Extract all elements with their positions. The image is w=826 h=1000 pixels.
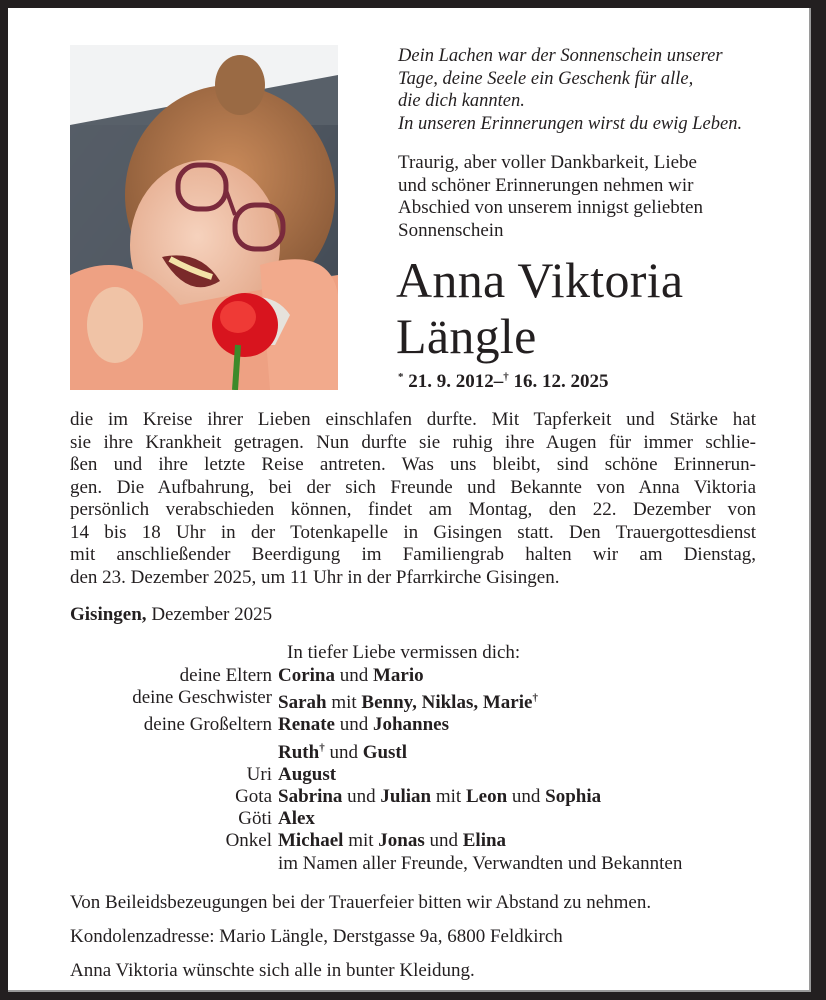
mourner-name: Mario — [373, 665, 424, 686]
mourner-row — [70, 786, 682, 808]
mourner-name: Corina — [278, 665, 335, 686]
mourner-names — [278, 665, 424, 687]
mourner-name: Michael — [278, 830, 344, 852]
connector-text: mit — [326, 692, 362, 714]
mourner-row — [70, 764, 682, 786]
mourner-relation: Göti — [238, 808, 272, 830]
mourner-names — [278, 786, 601, 808]
first-names: Anna Viktoria — [396, 252, 684, 308]
mourner-name: Ruth — [278, 741, 320, 763]
connector-text: und — [335, 665, 373, 686]
quote-line: die dich kannten. — [398, 91, 525, 111]
connector-text: und — [424, 830, 463, 852]
mourner-row — [70, 714, 682, 736]
mourner-relation — [70, 853, 278, 875]
death-date: 16. 12. 2025 — [513, 371, 609, 392]
intro-line: Abschied von unserem innigst geliebten — [398, 197, 703, 218]
place-date — [70, 604, 272, 626]
quote-line: Dein Lachen war der Sonnenschein unserer — [398, 46, 723, 66]
mourner-names — [278, 687, 538, 714]
closing-line: Kondolenzadresse: Mario Längle, Derstgasse 9a, 6800 Feldkirch — [70, 926, 563, 947]
body-line: persönlich verabschieden können, findet am Montag, den 22. Dezember von — [70, 499, 756, 520]
mourner-names — [278, 764, 336, 786]
connector-text: mit — [431, 786, 466, 808]
mourner-name: August — [278, 763, 337, 785]
body-line: den 23. Dezember 2025, um 11 Uhr in der Pfarrkirche Gisingen. — [70, 566, 560, 588]
intro-text — [398, 152, 798, 242]
connector-text: mit — [343, 830, 379, 852]
body-line: ßen und ihre letzte Reise antreten. Was uns bleibt, sind schöne Erinnerun- — [70, 454, 756, 475]
mourner-name: Jonas — [378, 830, 425, 852]
deceased-mark: † — [319, 741, 325, 754]
mourner-row — [70, 737, 682, 764]
mourner-names — [278, 714, 449, 736]
body-line: mit anschließender Beerdigung im Familiengrab halten wir am Dienstag, — [70, 544, 756, 565]
quote-line: Tage, deine Seele ein Geschenk für alle, — [398, 68, 694, 89]
mourner-row — [70, 830, 682, 852]
memorial-quote — [398, 45, 798, 135]
mourner-name: Renate — [278, 714, 335, 736]
obituary-body — [70, 409, 756, 589]
mourner-names — [278, 853, 682, 875]
body-line: gen. Die Aufbahrung, bei der sich Freunde und Bekannte von Anna Viktoria — [70, 476, 756, 498]
date-separator: – — [493, 371, 504, 392]
mourner-row — [70, 665, 682, 687]
connector-text: und — [334, 714, 373, 736]
mourners-heading: In tiefer Liebe vermissen dich: — [287, 642, 521, 663]
mourner-names — [278, 808, 315, 830]
connector-text: und — [324, 741, 363, 763]
mourner-name: Elina — [462, 830, 507, 852]
mourner-row — [70, 687, 682, 714]
mourner-row — [70, 853, 682, 875]
birth-date: 21. 9. 2012 — [408, 371, 494, 392]
closing-line: Anna Viktoria wünschte sich alle in bunter Kleidung. — [70, 960, 475, 981]
mourner-name: Sabrina — [278, 786, 343, 808]
life-dates — [398, 371, 609, 393]
mourner-relation: Gota — [235, 786, 272, 808]
mourner-name: Julian — [380, 786, 432, 808]
mourner-relation: deine Eltern — [179, 665, 272, 686]
mourner-name: Gustl — [362, 741, 408, 763]
deceased-mark: † — [532, 692, 538, 705]
portrait-photo — [70, 45, 338, 390]
mourners-list — [70, 665, 682, 875]
connector-text: im Namen aller Freunde, Verwandten und Bekannten — [278, 852, 683, 874]
death-symbol: † — [503, 371, 509, 383]
mourner-relation: Onkel — [225, 830, 272, 852]
mourner-row — [70, 808, 682, 830]
intro-line: Sonnenschein — [398, 219, 504, 241]
quote-line: In unseren Erinnerungen wirst du ewig Leben. — [398, 113, 743, 134]
mourner-name: Sarah — [278, 692, 327, 714]
mourner-name: Sophia — [545, 786, 602, 808]
mourner-relation: Uri — [246, 763, 272, 785]
closing-notes — [70, 886, 651, 988]
place-date-text: Dezember 2025 — [146, 604, 273, 625]
mourner-relation: deine Geschwister — [132, 687, 272, 709]
mourner-names — [278, 830, 506, 852]
closing-line: Von Beileidsbezeugungen bei der Trauerfeier bitten wir Abstand zu nehmen. — [70, 892, 652, 913]
mourner-name: Benny, Niklas, Marie — [361, 692, 533, 714]
body-line: die im Kreise ihrer Lieben einschlafen durfte. Mit Tapferkeit und Stärke hat — [70, 409, 756, 430]
mourner-names — [278, 737, 407, 764]
mourner-relation — [70, 737, 278, 764]
mourner-name: Johannes — [372, 714, 450, 736]
connector-text: und — [342, 786, 381, 808]
body-line: 14 bis 18 Uhr in der Totenkapelle in Gisingen statt. Den Trauergottesdienst — [70, 521, 756, 543]
deceased-name — [396, 252, 683, 364]
body-line: sie ihre Krankheit getragen. Nun durfte sie ruhig ihre Augen für immer schlie- — [70, 431, 756, 453]
birth-symbol: * — [398, 371, 404, 383]
connector-text: und — [507, 786, 546, 808]
mourner-relation: deine Großeltern — [143, 714, 272, 736]
portrait-image — [70, 45, 338, 390]
mourner-name: Alex — [278, 808, 315, 830]
intro-line: und schöner Erinnerungen nehmen wir — [398, 174, 694, 196]
surname: Längle — [396, 308, 537, 364]
intro-line: Traurig, aber voller Dankbarkeit, Liebe — [398, 152, 697, 173]
obituary-page — [8, 8, 811, 992]
mourner-name: Leon — [465, 786, 508, 808]
place-town: Gisingen, — [70, 604, 147, 625]
